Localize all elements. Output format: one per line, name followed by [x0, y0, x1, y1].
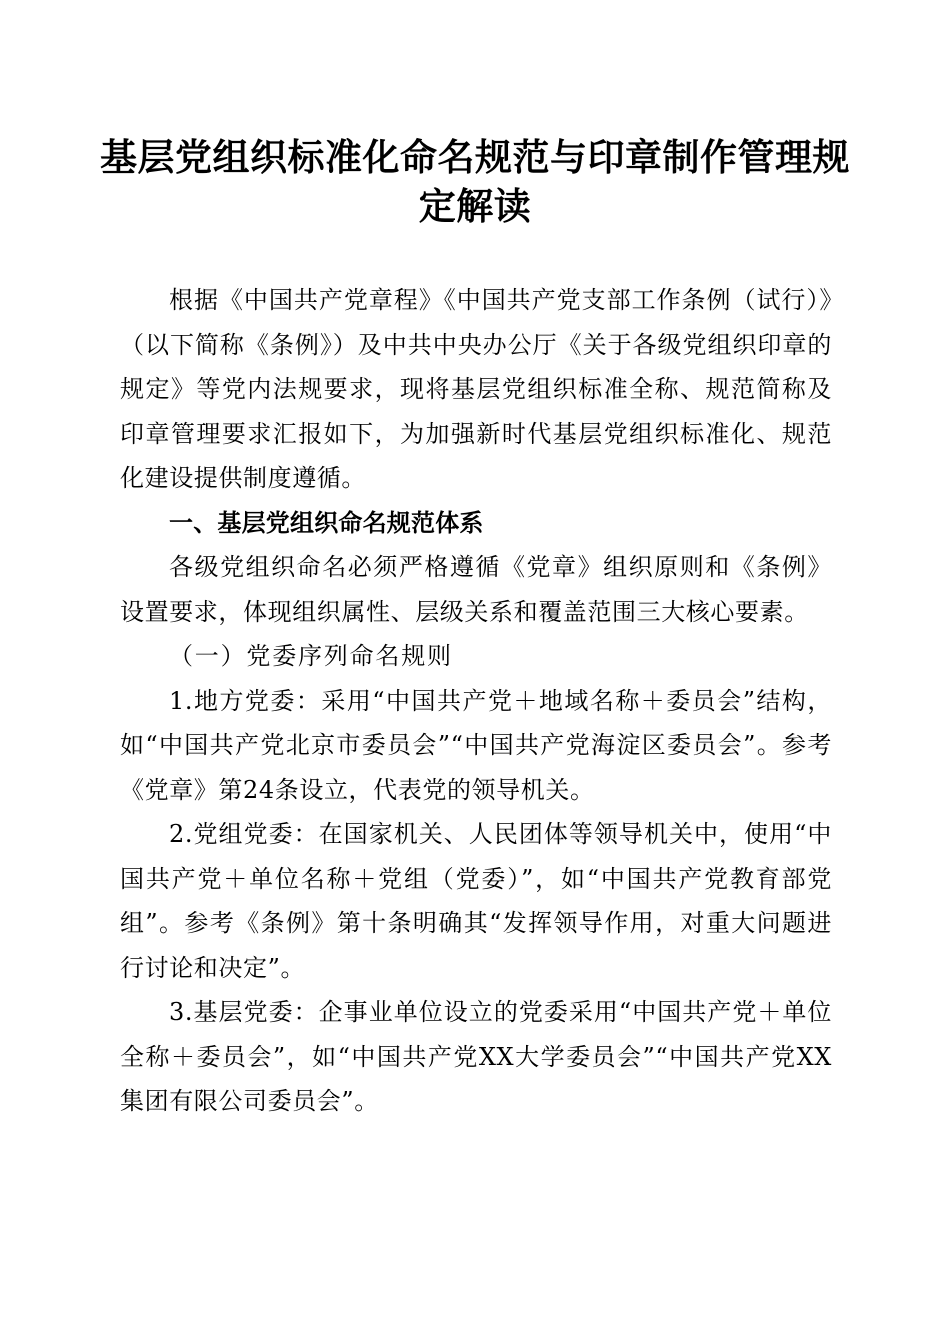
section-heading-1: 一、基层党组织命名规范体系 — [169, 508, 484, 537]
rule-item-2: 2.党组党委：在国家机关、人民团体等领导机关中，使用“中国共产党＋单位名称＋党组（党委）”，如“中国共产党教育部党组”。参考《条例》第十条明确其“发挥领导作用，对重大问题进行讨论和决定”。 — [120, 820, 832, 982]
intro-paragraph: 根据《中国共产党章程》《中国共产党支部工作条例（试行）》（以下简称《条例》）及中共中央办公厅《关于各级党组织印章的规定》等党内法规要求，现将基层党组织标准全称、规范简称及印章管理要求汇报如下，为加强新时代基层党组织标准化、规范化建设提供制度遵循。 — [120, 286, 832, 492]
subsection-heading-1: （一）党委序列命名规则 — [169, 642, 453, 670]
section-1-paragraph: 各级党组织命名必须严格遵循《党章》组织原则和《条例》设置要求，体现组织属性、层级关系和覆盖范围三大核心要素。 — [120, 553, 832, 626]
document-title: 基层党组织标准化命名规范与印章制作管理规定解读 — [100, 135, 850, 228]
rule-item-1: 1.地方党委：采用“中国共产党＋地域名称＋委员会”结构，如“中国共产党北京市委员会”“中国共产党海淀区委员会”。参考《党章》第24条设立，代表党的领导机关。 — [120, 686, 832, 804]
document-body — [120, 278, 832, 1124]
rule-item-3: 3.基层党委：企事业单位设立的党委采用“中国共产党＋单位全称＋委员会”，如“中国共产党XX大学委员会”“中国共产党XX集团有限公司委员会”。 — [120, 998, 832, 1115]
